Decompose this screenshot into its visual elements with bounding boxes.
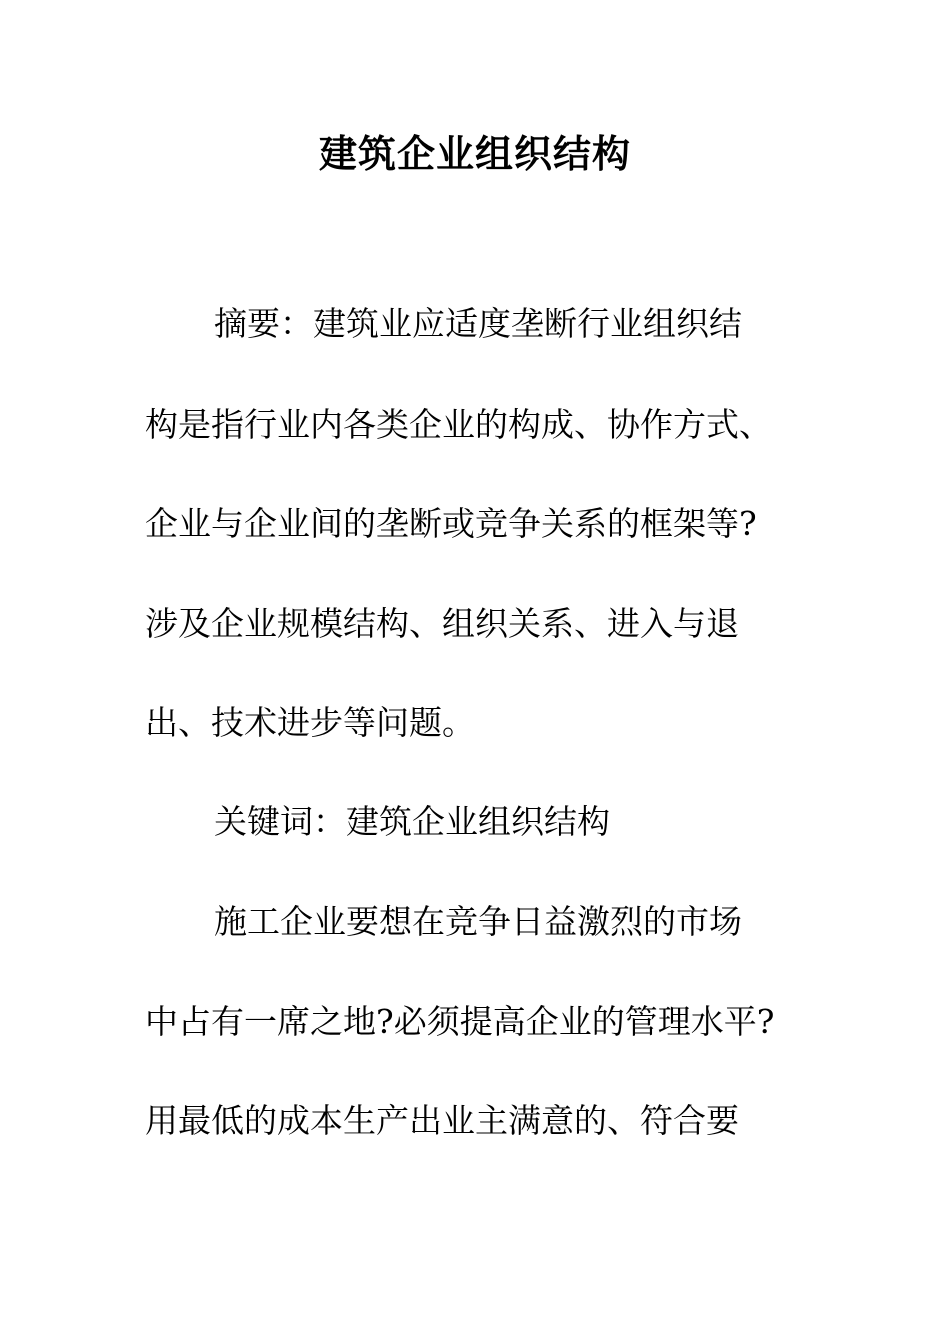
body-line-3: 用最低的成本生产出业主满意的、符合要 xyxy=(145,1101,739,1140)
keywords-line: 关键词：建筑企业组织结构 xyxy=(214,802,610,841)
abstract-line-4: 涉及企业规模结构、组织关系、进入与退 xyxy=(145,604,739,643)
body-line-2: 中占有一席之地?必须提高企业的管理水平? xyxy=(145,1002,775,1041)
abstract-line-5: 出、技术进步等问题。 xyxy=(145,703,475,742)
abstract-line-1: 摘要：建筑业应适度垄断行业组织结 xyxy=(214,304,742,343)
body-line-1: 施工企业要想在竞争日益激烈的市场 xyxy=(214,902,742,941)
abstract-line-3: 企业与企业间的垄断或竞争关系的框架等? xyxy=(145,504,757,543)
document-title: 建筑企业组织结构 xyxy=(318,131,631,176)
abstract-line-2: 构是指行业内各类企业的构成、协作方式、 xyxy=(145,405,772,444)
